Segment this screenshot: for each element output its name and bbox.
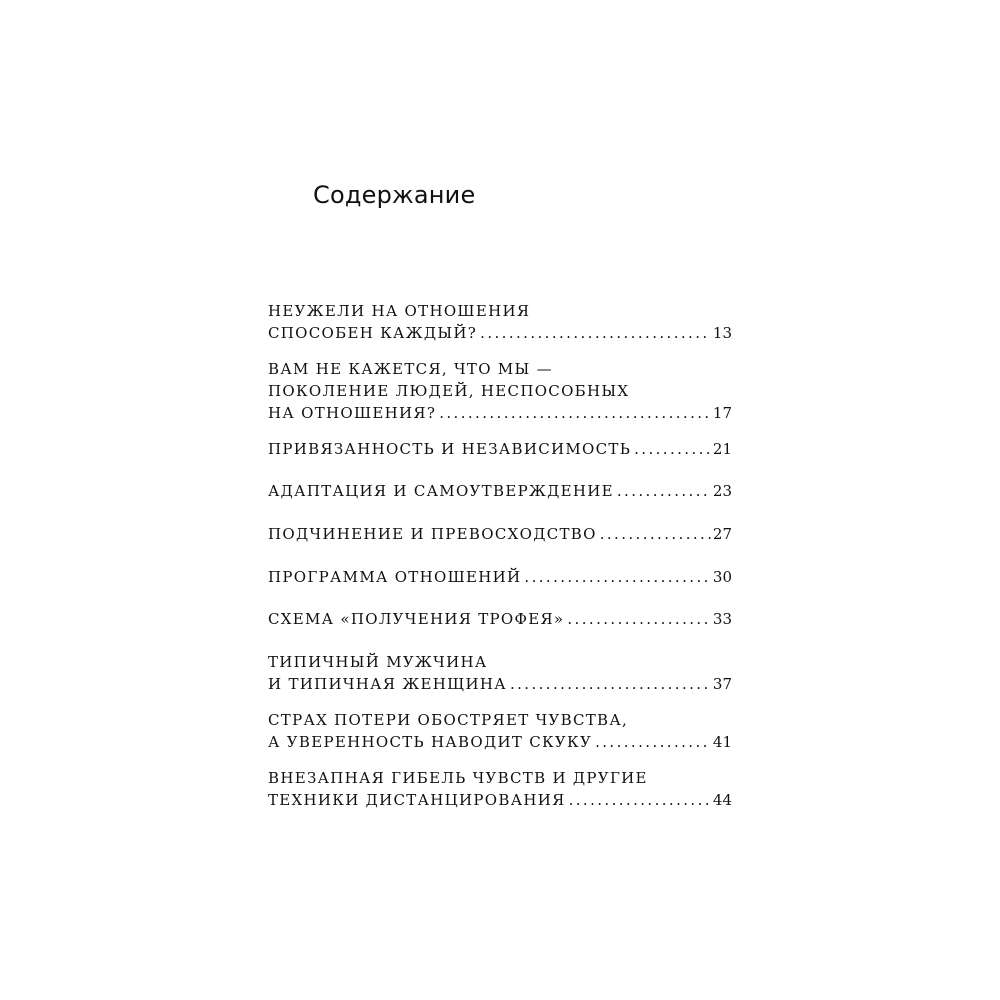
toc-entry-title-line: СХЕМА «ПОЛУЧЕНИЯ ТРОФЕЯ» [268,610,565,628]
dot-leader [569,789,711,811]
dot-leader [600,523,711,545]
toc-entry-last-line [268,789,732,811]
toc-entry-last-line [268,402,732,424]
toc-entry-last-line [268,480,732,502]
dot-leader [595,731,711,753]
toc-entry-title-line: ТЕХНИКИ ДИСТАНЦИРОВАНИЯ [268,791,566,809]
toc-page-number: 27 [712,525,732,543]
toc-entry [268,300,732,344]
toc-entry-title-line: ПОКОЛЕНИЕ ЛЮДЕЙ, НЕСПОСОБНЫХ [268,382,630,400]
dot-leader [510,673,711,695]
toc-entry-title-line: ВНЕЗАПНАЯ ГИБЕЛЬ ЧУВСТВ И ДРУГИЕ [268,769,648,787]
toc-entry [268,608,732,630]
toc-entry-title-line: ПРИВЯЗАННОСТЬ И НЕЗАВИСИМОСТЬ [268,440,632,458]
toc-entry-title-line: НЕУЖЕЛИ НА ОТНОШЕНИЯ [268,302,531,320]
toc-page-number: 41 [712,733,732,751]
toc-page-number: 23 [712,482,732,500]
toc-entry [268,651,732,695]
toc-entry-title-line: ПРОГРАММА ОТНОШЕНИЙ [268,568,522,586]
toc-page-number: 33 [712,610,732,628]
table-of-contents [268,300,732,811]
page-title: Содержание [313,181,476,209]
toc-entry-title-line: И ТИПИЧНАЯ ЖЕНЩИНА [268,675,507,693]
toc-entry-title-line: ТИПИЧНЫЙ МУЖЧИНА [268,653,488,671]
toc-entry-title-line: ВАМ НЕ КАЖЕТСЯ, ЧТО МЫ — [268,360,553,378]
toc-entry-last-line [268,322,732,344]
toc-entry [268,438,732,460]
toc-page-number: 21 [712,440,732,458]
dot-leader [439,402,711,424]
toc-entry-title-line: НА ОТНОШЕНИЯ? [268,404,437,422]
toc-page-number: 44 [712,791,732,809]
dot-leader [634,438,711,460]
toc-entry [268,709,732,753]
toc-entry-title-line: СТРАХ ПОТЕРИ ОБОСТРЯЕТ ЧУВСТВА, [268,711,629,729]
toc-entry [268,480,732,502]
toc-entry [268,566,732,588]
toc-entry-last-line [268,673,732,695]
toc-entry-last-line [268,523,732,545]
toc-page-number: 13 [712,324,732,342]
toc-entry-title-line: ПОДЧИНЕНИЕ И ПРЕВОСХОДСТВО [268,525,597,543]
toc-entry [268,523,732,545]
toc-entry-last-line [268,566,732,588]
toc-entry [268,358,732,424]
toc-page-number: 30 [712,568,732,586]
toc-entry-title-line: А УВЕРЕННОСТЬ НАВОДИТ СКУКУ [268,733,593,751]
toc-entry-last-line [268,608,732,630]
toc-page-number: 17 [712,404,732,422]
toc-entry-title-line: АДАПТАЦИЯ И САМОУТВЕРЖДЕНИЕ [268,482,614,500]
dot-leader [524,566,711,588]
toc-entry-last-line [268,731,732,753]
toc-entry-last-line [268,438,732,460]
dot-leader [480,322,711,344]
toc-entry [268,767,732,811]
dot-leader [567,608,711,630]
dot-leader [617,480,711,502]
toc-entry-title-line: СПОСОБЕН КАЖДЫЙ? [268,324,478,342]
toc-page-number: 37 [712,675,732,693]
